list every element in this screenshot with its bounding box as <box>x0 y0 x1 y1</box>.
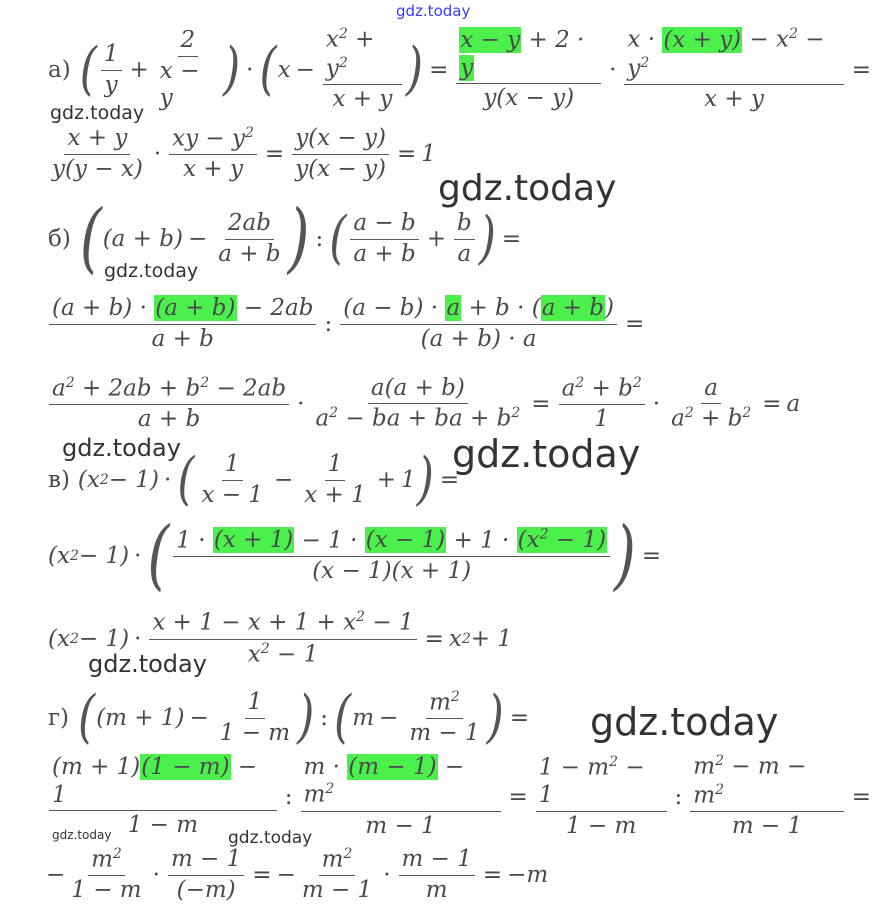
equation-b-line1: б) ( (a + b) − $\frac{2ab}{a + b}$ ) : ( $\frac{a - b}{a + b}$ + $\frac{b}{a}$ ) = <box>48 194 522 283</box>
equation-a-line2: $\frac{x + y}{y(y - x)}$ · $\frac{xy - y^2}{x + y}$ = $\frac{y(x - y)}{y(x - y)}$ = 1 <box>52 124 436 182</box>
watermark: gdz.today <box>50 102 145 124</box>
watermark: gdz.today <box>228 828 313 848</box>
watermark-large: gdz.today <box>452 432 641 476</box>
equation-b-line2: $\frac{(a + b) \cdot (a + b) - 2ab}{a + b}$ : $\frac{(a - b) \cdot a + b \cdot (a + b)}{(a + b) \cdot a}$ = <box>46 288 649 360</box>
problem-label-g: г) <box>48 705 70 731</box>
watermark-large: gdz.today <box>438 168 617 209</box>
equation-v-line1: в) (x 2 − 1) · ( $\frac{1}{x - 1}$ − $\frac{1}{x + 1}$ + 1 ) = <box>48 446 460 513</box>
equation-v-line3: (x 2 − 1) · $\frac{x + 1 - x + 1 + x^2 - 1}{x^2 - 1}$ = x 2 + 1 <box>48 609 513 668</box>
equation-a-line1: а) ( $\frac{1}{y}$ + $\frac{2}{x - y}$ ) · ( x − $\frac{x^2 + y^2}{x + y}$ ) = $\frac{x - y + 2 \cdot y}{y(x - y)}$ · $\frac{x \cdot (x + y) - x^2 - y^2}{x + y}$ = <box>48 26 871 112</box>
watermark-large: gdz.today <box>590 700 779 744</box>
watermark: gdz.today <box>88 650 207 678</box>
equation-b-line3: $\frac{a^2 + 2ab + b^2 - 2ab}{a + b}$ · $\frac{a(a + b)}{a^2 - ba + ba + b^2}$ = $\frac{a^2 + b^2}{1}$ · $\frac{a}{a^2 + b^2}$ = a <box>46 368 800 440</box>
problem-label-a: а) <box>48 57 71 83</box>
equation-g-line2: $\frac{(m + 1)(1 - m) - 1}{1 - m}$ : $\frac{m \cdot (m - 1) - m^2}{m - 1}$ = $\frac{1 - m^2 - 1}{1 - m}$ : $\frac{m^2 - m - m^2}{m - 1}$ = <box>46 762 876 832</box>
equation-g-line1: г) ( (m + 1) − $\frac{1}{1 - m}$ ) : ( m − $\frac{m^2}{m - 1}$ ) = <box>48 684 530 751</box>
watermark-top: gdz.today <box>396 2 471 20</box>
problem-label-b: б) <box>48 226 71 252</box>
watermark-small: gdz.today <box>52 828 112 842</box>
equation-g-line3: − $\frac{m^2}{1 - m}$ · $\frac{m - 1}{(-m)}$ = − $\frac{m^2}{m - 1}$ · $\frac{m - 1}{m}$ = −m <box>46 845 549 903</box>
problem-label-v: в) <box>48 467 70 493</box>
watermark: gdz.today <box>104 260 199 282</box>
equation-v-line2: (x 2 − 1) · ( $\frac{1 \cdot (x + 1) - 1 \cdot (x - 1) + 1 \cdot (x^2 - 1)}{(x - 1)(x + 1)}$ ) = <box>48 511 662 600</box>
watermark: gdz.today <box>62 434 181 462</box>
